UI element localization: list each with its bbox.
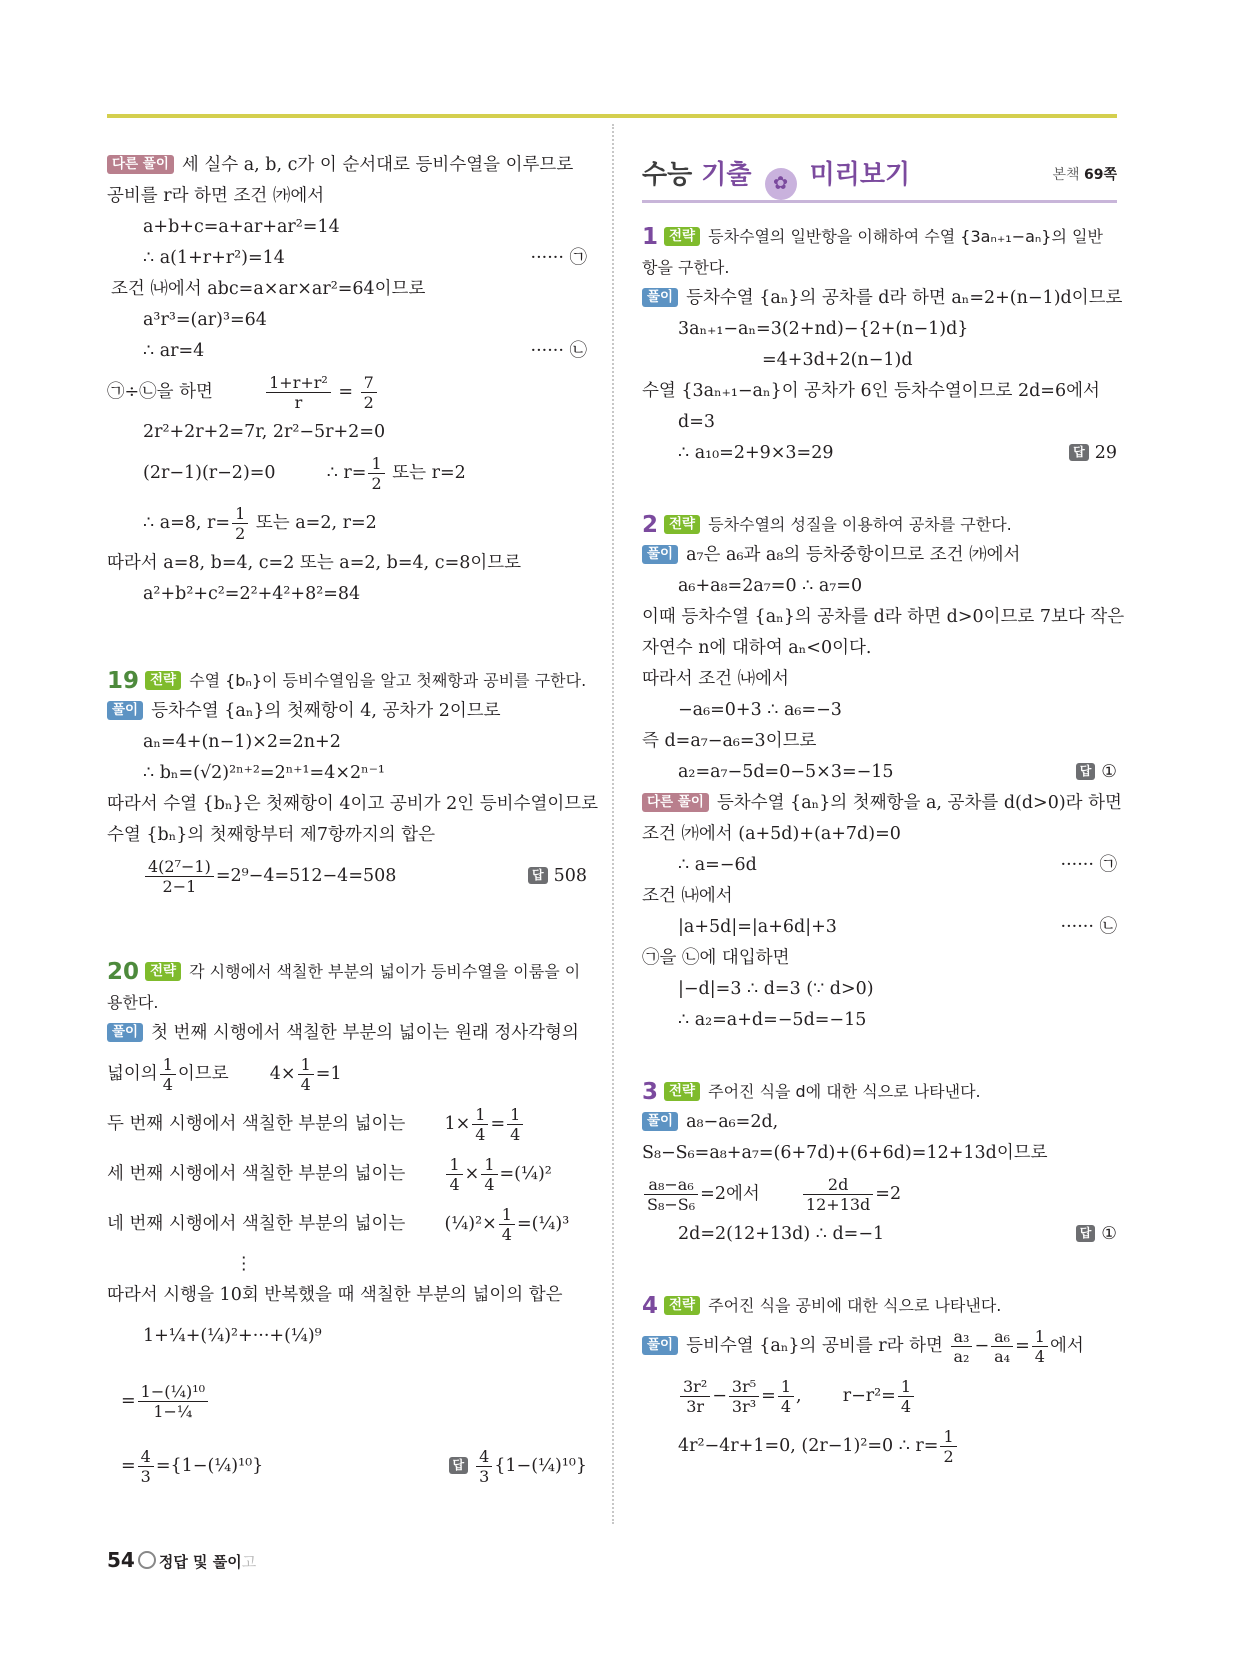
fraction-line [107, 1049, 587, 1099]
equation-line [107, 336, 587, 367]
fraction-line [107, 367, 587, 417]
strategy-label: 전략 [145, 671, 181, 690]
equation: a₂=a₇−5d=0−5×3=−15 [678, 762, 894, 782]
strategy-text: 항을 구한다. [642, 258, 730, 277]
alt-solution-line [642, 788, 1122, 819]
equation-line [107, 851, 587, 901]
footer-sub: 고 [241, 1553, 257, 1571]
problem-2-header [642, 509, 1117, 540]
fraction: $\frac{\text{1+r+r²}}{r}$ [266, 373, 331, 412]
fraction: $\frac{\text{a₆}}{\text{a₄}}$ [991, 1327, 1013, 1366]
problem-1-header [642, 221, 1117, 252]
equation: =(¼)² [499, 1164, 552, 1184]
strategy-text: 주어진 식을 d에 대한 식으로 나타낸다. [708, 1082, 981, 1101]
equation-line: d=3 [678, 412, 715, 432]
text-line: 따라서 조건 ㈏에서 [642, 669, 789, 689]
equals: = [490, 1114, 506, 1134]
equation: (2r−1)(r−2)=0 [143, 463, 276, 483]
text: 에서 [1049, 1336, 1084, 1356]
strategy-label: 전략 [145, 962, 181, 981]
fraction: $\frac{1}{4}$ [472, 1105, 488, 1144]
equation-line: $\frac{\text{3r²}}{3r}$ − $\frac{\text{3r⁵}}{\text{3r³}}$ = $\frac{1}{4}$ , r−r²= $\frac{1}{4}$ [642, 1371, 1117, 1421]
strategy-label: 전략 [664, 515, 700, 534]
problem-number: 20 [107, 959, 140, 985]
fraction: $\frac{1}{2}$ [940, 1427, 956, 1466]
equation-line: |−d|=3 ∴ d=3 (∵ d>0) [678, 979, 874, 999]
equation-line: ∴ a₂=a+d=−5d=−15 [678, 1010, 867, 1030]
strategy-label: 전략 [664, 1082, 700, 1101]
answer-value: ① [1101, 1224, 1117, 1244]
solution-line [107, 1018, 587, 1049]
fraction: $\frac{1}{4}$ [507, 1105, 523, 1144]
page-footer [107, 1548, 256, 1572]
fraction: $\frac{\text{3r²}}{3r}$ [680, 1377, 710, 1416]
equation: 1× [444, 1114, 471, 1134]
strategy-text: 각 시행에서 색칠한 부분의 넓이가 등비수열을 이룸을 이 [189, 962, 581, 981]
solution-line [107, 696, 587, 727]
times: × [464, 1164, 480, 1184]
alt-solution-line [107, 150, 587, 181]
equation-line: −a₆=0+3 ∴ a₆=−3 [678, 700, 842, 720]
answer-value: ① [1101, 762, 1117, 782]
text: 등차수열 {aₙ}의 공차를 d라 하면 aₙ=2+(n−1)d이므로 [686, 288, 1123, 308]
page-reference: 본책 69쪽 [1052, 167, 1117, 183]
strategy-text: 등차수열의 일반항을 이해하여 수열 {3aₙ₊₁−aₙ}의 일반 [708, 227, 1103, 246]
answer-badge: 답 [1076, 763, 1096, 780]
fraction: $\frac{1}{4}$ [298, 1055, 314, 1094]
text: 세 번째 시행에서 색칠한 부분의 넓이는 [107, 1164, 406, 1184]
answer-value: 508 [553, 866, 587, 886]
solution-line: 풀이 등비수열 {aₙ}의 공비를 r라 하면 $\frac{\text{a₃}}{\text{a₂}}$ − $\frac{\text{a₆}}{\text{a₄}}$ = $\frac{1}{4}$ 에서 [642, 1321, 1117, 1371]
equation: 또는 a=2, r=2 [255, 513, 377, 533]
equation-line: S₈−S₆=a₈+a₇=(6+7d)+(6+6d)=12+13d이므로 [642, 1143, 1048, 1163]
fraction: $\frac{4}{3}$ [476, 1447, 492, 1486]
strategy-text: 주어진 식을 공비에 대한 식으로 나타낸다. [708, 1296, 1002, 1315]
strategy-text: 수열 {bₙ}이 등비수열임을 알고 첫째항과 공비를 구한다. [189, 671, 587, 690]
section-header [642, 150, 1117, 203]
equation: =2 [875, 1184, 902, 1204]
right-column [642, 150, 1125, 1471]
text: 등차수열 {aₙ}의 첫째항이 4, 공차가 2이므로 [151, 701, 501, 721]
equation: =1 [315, 1064, 342, 1084]
solution-label: 풀이 [107, 701, 143, 720]
equation-line [642, 1219, 1117, 1250]
equation: ∴ a(1+r+r²)=14 [143, 248, 285, 268]
fraction-line [107, 1149, 587, 1199]
equation-line: 1+¼+(¼)²+···+(¼)⁹ [143, 1326, 322, 1346]
solution-label: 풀이 [642, 1336, 678, 1355]
fraction: $\frac{1}{2}$ [232, 504, 248, 543]
equation: r−r²= [842, 1386, 896, 1406]
problem-number: 4 [642, 1293, 659, 1319]
solution-label: 풀이 [642, 288, 678, 307]
equation-marker: ······ ㉡ [1060, 917, 1117, 937]
equation: ∴ r= [326, 463, 367, 483]
left-column [107, 150, 599, 1491]
footer-circle-icon [138, 1551, 156, 1569]
equation: =2⁹−4=512−4=508 [215, 866, 397, 886]
equation-line: a₆+a₈=2a₇=0 ∴ a₇=0 [678, 576, 863, 596]
fraction: $\frac{1}{4}$ [898, 1377, 914, 1416]
text-line: 따라서 a=8, b=4, c=2 또는 a=2, b=4, c=8이므로 [107, 553, 522, 573]
solution-line [642, 540, 1117, 571]
text-line: 따라서 수열 {bₙ}은 첫째항이 4이고 공비가 2인 등비수열이므로 [107, 794, 599, 814]
text-line: 공비를 r라 하면 조건 ㈎에서 [107, 186, 325, 206]
column-divider [612, 124, 614, 1524]
solution-line [642, 1107, 1117, 1138]
fraction: $\frac{7}{2}$ [361, 373, 377, 412]
equation-line [642, 850, 1117, 881]
text: ㉠÷㉡을 하면 [107, 382, 213, 402]
equation-marker: ······ ㉠ [1060, 855, 1117, 875]
answer [1069, 438, 1117, 469]
strategy-label: 전략 [664, 227, 700, 246]
equation: 4r²−4r+1=0, (2r−1)²=0 ∴ r= [678, 1436, 939, 1456]
fraction: $\frac{1}{4}$ [1032, 1327, 1048, 1366]
solution-line [642, 283, 1123, 314]
equation-line: a+b+c=a+ar+ar²=14 [143, 217, 340, 237]
fraction: $\frac{\text{a₈−a₆}}{\text{S₈−S₆}}$ [644, 1175, 698, 1214]
solution-label: 풀이 [642, 1112, 678, 1131]
fraction-line [107, 1199, 587, 1249]
equation: 또는 r=2 [392, 463, 466, 483]
answer [528, 851, 587, 901]
text-line: 조건 ㈏에서 abc=a×ar×ar²=64이므로 [111, 279, 426, 299]
solution-label: 풀이 [642, 545, 678, 564]
vertical-dots: ⋮ [235, 1254, 253, 1274]
section-title: 수능 기출 ✿ 미리보기 [642, 154, 910, 200]
text-line: 조건 ㈎에서 (a+5d)+(a+7d)=0 [642, 824, 901, 844]
text: =2에서 [700, 1184, 760, 1204]
equals: = [121, 1391, 136, 1411]
equation: 2d=2(12+13d) ∴ d=−1 [678, 1224, 885, 1244]
strategy-label: 전략 [664, 1296, 700, 1315]
problem-20-header [107, 956, 587, 987]
text-line: 즉 d=a₇−a₆=3이므로 [642, 731, 817, 751]
equation-line: ∴ bₙ=(√2)²ⁿ⁺²=2ⁿ⁺¹=4×2ⁿ⁻¹ [143, 763, 385, 783]
fraction: $\frac{\text{3r⁵}}{\text{3r³}}$ [729, 1377, 759, 1416]
equation-line: a³r³=(ar)³=64 [143, 310, 267, 330]
answer-badge: 답 [528, 867, 548, 884]
alt-solution-label: 다른 풀이 [107, 155, 174, 174]
equation-line [107, 1361, 587, 1441]
strategy-text: 용한다. [107, 993, 159, 1012]
equation: ∴ a=−6d [678, 855, 757, 875]
answer-badge: 답 [1069, 444, 1089, 461]
equation-line: =4+3d+2(n−1)d [762, 350, 913, 370]
equation-line: 3aₙ₊₁−aₙ=3(2+nd)−{2+(n−1)d} [678, 319, 969, 339]
strategy-text: 등차수열의 성질을 이용하여 공차를 구한다. [708, 515, 1012, 534]
answer-badge: 답 [1076, 1225, 1096, 1242]
fraction: $\frac{\text{4(2⁷−1)}}{2-1}$ [145, 857, 214, 896]
fraction: $\frac{1}{4}$ [446, 1155, 462, 1194]
problem-19-header [107, 665, 587, 696]
equation: ={1−(¼)¹⁰} [155, 1456, 264, 1476]
equation: ∴ ar=4 [143, 341, 205, 361]
fraction: $\frac{1}{4}$ [481, 1155, 497, 1194]
answer-value: {1−(¼)¹⁰} [494, 1456, 587, 1476]
text-line: 세 실수 a, b, c가 이 순서대로 등비수열을 이루므로 [181, 155, 574, 175]
text-line: 따라서 시행을 10회 반복했을 때 색칠한 부분의 넓이의 합은 [107, 1285, 563, 1305]
answer-badge: 답 [449, 1457, 469, 1474]
fraction: $\frac{4}{3}$ [138, 1447, 154, 1486]
equation-line [642, 1421, 1117, 1471]
text: 두 번째 시행에서 색칠한 부분의 넓이는 [107, 1114, 406, 1134]
text-line: ㉠을 ㉡에 대입하면 [642, 948, 790, 968]
problem-3-header [642, 1076, 1117, 1107]
problem-number: 19 [107, 668, 140, 694]
equation: =(¼)³ [516, 1214, 570, 1234]
text: 등비수열 {aₙ}의 공비를 r라 하면 [686, 1336, 943, 1356]
equation: 4× [269, 1064, 296, 1084]
text-line: 자연수 n에 대하여 aₙ<0이다. [642, 638, 872, 658]
rabbit-mascot-icon: ✿ [765, 168, 797, 200]
equation: |a+5d|=|a+6d|+3 [678, 917, 837, 937]
equation-line [642, 438, 1117, 469]
fraction: $\frac{\text{1−(¼)¹⁰}}{\text{1−¼}}$ [138, 1382, 208, 1421]
text: a₇은 a₆과 a₈의 등차중항이므로 조건 ㈎에서 [686, 545, 1021, 565]
equation-line [107, 498, 587, 548]
text: 넓이의 [107, 1064, 158, 1084]
equation-line [642, 757, 1117, 788]
fraction: $\frac{1}{2}$ [368, 454, 384, 493]
equation: ∴ a₁₀=2+9×3=29 [678, 443, 834, 463]
text: 이므로 [177, 1064, 229, 1084]
text: a₈−a₆=2d, [686, 1112, 779, 1132]
equation-line: a²+b²+c²=2²+4²+8²=84 [143, 584, 361, 604]
equals: = [338, 382, 354, 402]
fraction: $\frac{1}{4}$ [160, 1055, 176, 1094]
page-number: 54 [107, 1548, 135, 1572]
text-line: 이때 등차수열 {aₙ}의 공차를 d라 하면 d>0이므로 7보다 작은 [642, 607, 1125, 627]
equation-line [107, 448, 587, 498]
problem-number: 2 [642, 512, 659, 538]
equation-line: aₙ=4+(n−1)×2=2n+2 [143, 732, 341, 752]
problem-number: 1 [642, 224, 659, 250]
answer-value: 29 [1094, 443, 1117, 463]
equation: ∴ a=8, r= [143, 513, 231, 533]
top-rule [107, 114, 1117, 118]
text-line: 수열 {3aₙ₊₁−aₙ}이 공차가 6인 등차수열이므로 2d=6에서 [642, 381, 1100, 401]
equals: = [121, 1456, 136, 1476]
alt-solution-label: 다른 풀이 [642, 793, 709, 812]
equation-marker: ······ ㉡ [530, 341, 587, 361]
fraction: $\frac{1}{4}$ [778, 1377, 794, 1416]
problem-number: 3 [642, 1079, 659, 1105]
equation-line: 2r²+2r+2=7r, 2r²−5r+2=0 [143, 422, 386, 442]
footer-label: 정답 및 풀이 [158, 1553, 242, 1571]
solution-label: 풀이 [107, 1023, 143, 1042]
fraction-line [107, 1099, 587, 1149]
text: 등차수열 {aₙ}의 첫째항을 a, 공차를 d(d>0)라 하면 [716, 793, 1122, 813]
fraction-line [642, 1169, 1117, 1219]
equation-line [107, 1441, 587, 1491]
text: 첫 번째 시행에서 색칠한 부분의 넓이는 원래 정사각형의 [151, 1023, 579, 1043]
fraction: $\frac{1}{4}$ [499, 1205, 515, 1244]
text-line: 조건 ㈏에서 [642, 886, 733, 906]
equation-line [642, 912, 1117, 943]
equation-line [107, 243, 587, 274]
answer [449, 1441, 588, 1491]
answer [1076, 1219, 1117, 1250]
equation-marker: ······ ㉠ [530, 248, 587, 268]
problem-4-header [642, 1290, 1117, 1321]
fraction: $\frac{2d}{12+13d}$ [803, 1175, 873, 1214]
answer [1076, 757, 1117, 788]
fraction: $\frac{\text{a₃}}{\text{a₂}}$ [951, 1327, 973, 1366]
equation: (¼)²× [444, 1214, 497, 1234]
text-line: 수열 {bₙ}의 첫째항부터 제7항까지의 합은 [107, 825, 436, 845]
text: 네 번째 시행에서 색칠한 부분의 넓이는 [107, 1214, 406, 1234]
